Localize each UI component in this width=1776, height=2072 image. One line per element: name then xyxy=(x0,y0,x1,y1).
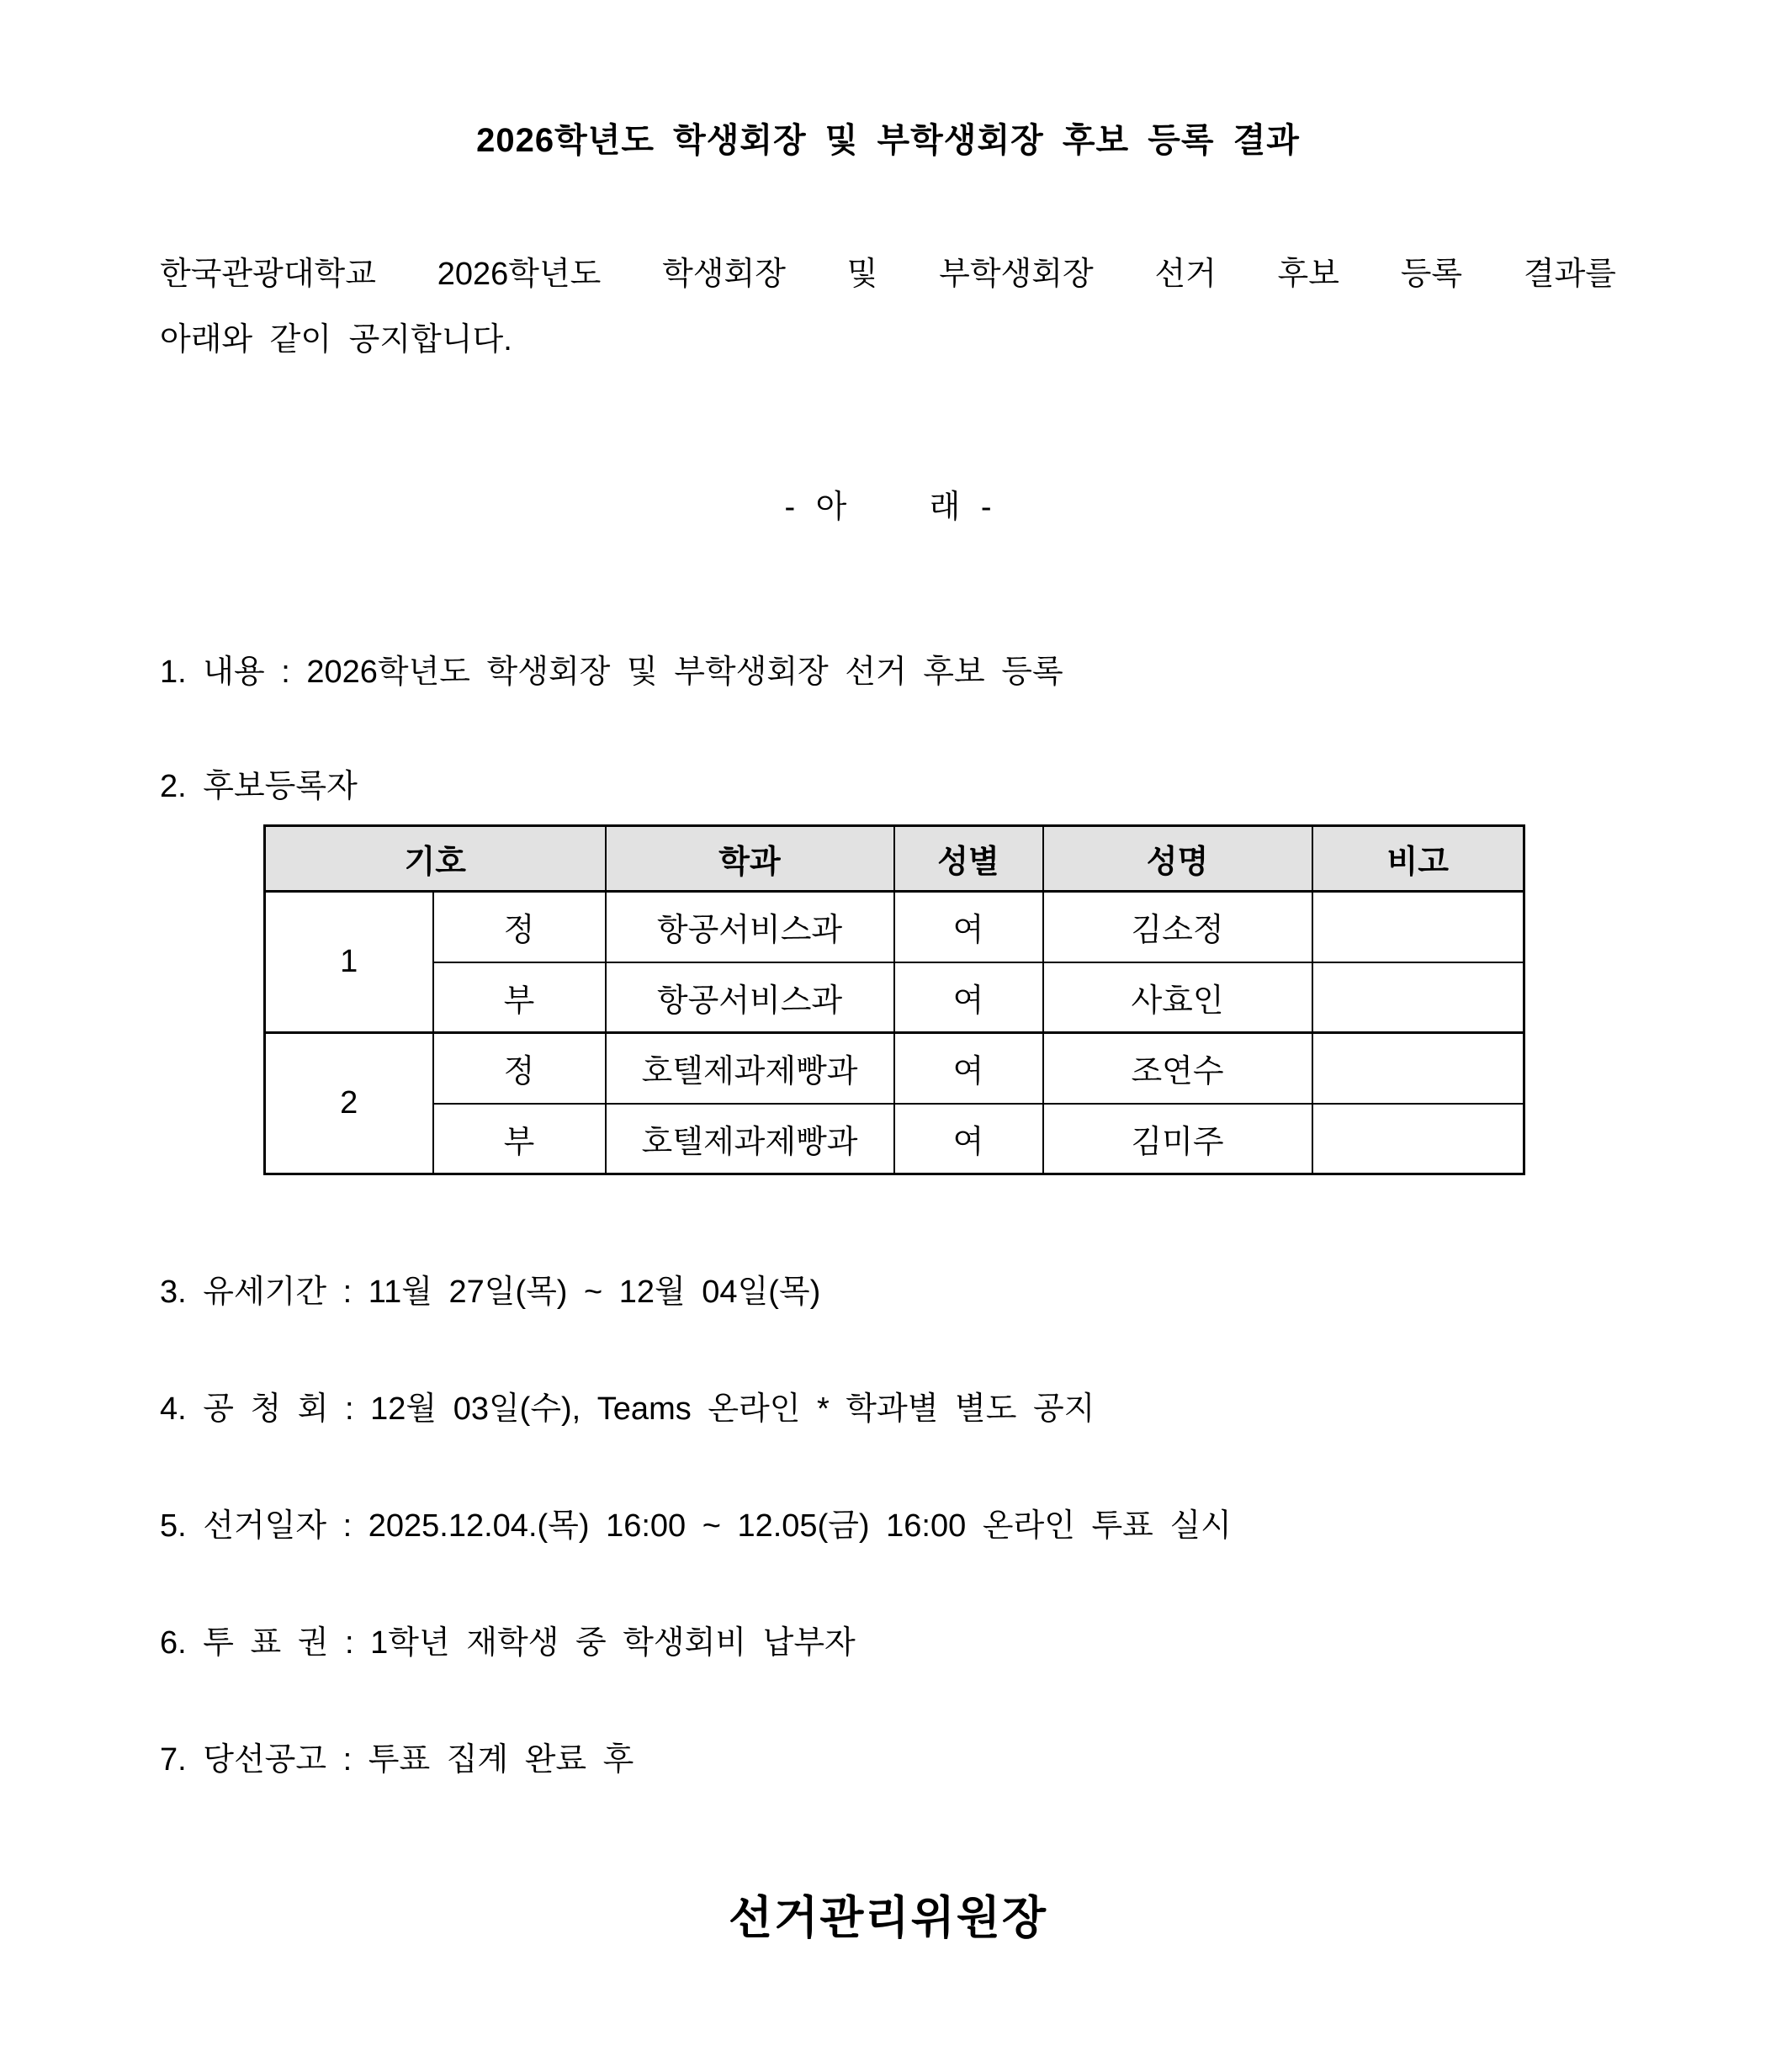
list-item-election-date: 5. 선거일자 : 2025.12.04.(목) 16:00 ~ 12.05(금) 16:00 온라인 투표 실시 xyxy=(160,1508,1232,1544)
cell-name: 김소정 xyxy=(1043,892,1312,962)
cell-role: 정 xyxy=(433,1033,606,1104)
table-row xyxy=(265,1033,1524,1104)
cell-symbol-number: 1 xyxy=(265,892,433,1033)
header-department: 학과 xyxy=(606,826,894,892)
table-row xyxy=(265,892,1524,962)
cell-note xyxy=(1312,892,1524,962)
header-name: 성명 xyxy=(1043,826,1312,892)
cell-note xyxy=(1312,962,1524,1033)
intro-paragraph-line-2: 아래와 같이 공지합니다. xyxy=(160,322,512,358)
table-header-row xyxy=(265,826,1524,892)
list-item-campaign-period: 3. 유세기간 : 11월 27일(목) ~ 12월 04일(목) xyxy=(160,1274,821,1310)
cell-role: 부 xyxy=(433,962,606,1033)
cell-department: 항공서비스과 xyxy=(606,962,894,1033)
cell-name: 조연수 xyxy=(1043,1033,1312,1104)
page-title: 2026학년도 학생회장 및 부학생회장 후보 등록 결과 xyxy=(476,122,1300,159)
cell-role: 부 xyxy=(433,1104,606,1174)
cell-role: 정 xyxy=(433,892,606,962)
table-row xyxy=(265,962,1524,1033)
signature: 선거관리위원장 xyxy=(728,1893,1048,1943)
cell-name: 김미주 xyxy=(1043,1104,1312,1174)
header-gender: 성별 xyxy=(894,826,1043,892)
list-item-public-hearing: 4. 공 청 회 : 12월 03일(수), Teams 온라인 * 학과별 별도 공지 xyxy=(160,1391,1095,1427)
cell-department: 항공서비스과 xyxy=(606,892,894,962)
list-item-candidates-label: 2. 후보등록자 xyxy=(160,769,358,804)
cell-note xyxy=(1312,1104,1524,1174)
cell-department: 호텔제과제빵과 xyxy=(606,1033,894,1104)
below-divider-text: - 아 래 - xyxy=(784,490,992,525)
list-item-content: 1. 내용 : 2026학년도 학생회장 및 부학생회장 선거 후보 등록 xyxy=(160,654,1063,690)
intro-paragraph-line-1: 한국관광대학교 2026학년도 학생회장 및 부학생회장 선거 후보 등록 결과를 xyxy=(160,257,1616,292)
header-symbol: 기호 xyxy=(265,826,606,892)
cell-gender: 여 xyxy=(894,892,1043,962)
table-row xyxy=(265,1104,1524,1174)
cell-gender: 여 xyxy=(894,1033,1043,1104)
header-note: 비고 xyxy=(1312,826,1524,892)
cell-gender: 여 xyxy=(894,1104,1043,1174)
candidate-table xyxy=(263,824,1525,1175)
list-item-voting-rights: 6. 투 표 권 : 1학년 재학생 중 학생회비 납부자 xyxy=(160,1625,856,1661)
cell-name: 사효인 xyxy=(1043,962,1312,1033)
cell-note xyxy=(1312,1033,1524,1104)
cell-department: 호텔제과제빵과 xyxy=(606,1104,894,1174)
cell-symbol-number: 2 xyxy=(265,1033,433,1174)
list-item-winner-announcement: 7. 당선공고 : 투표 집계 완료 후 xyxy=(160,1742,634,1778)
cell-gender: 여 xyxy=(894,962,1043,1033)
